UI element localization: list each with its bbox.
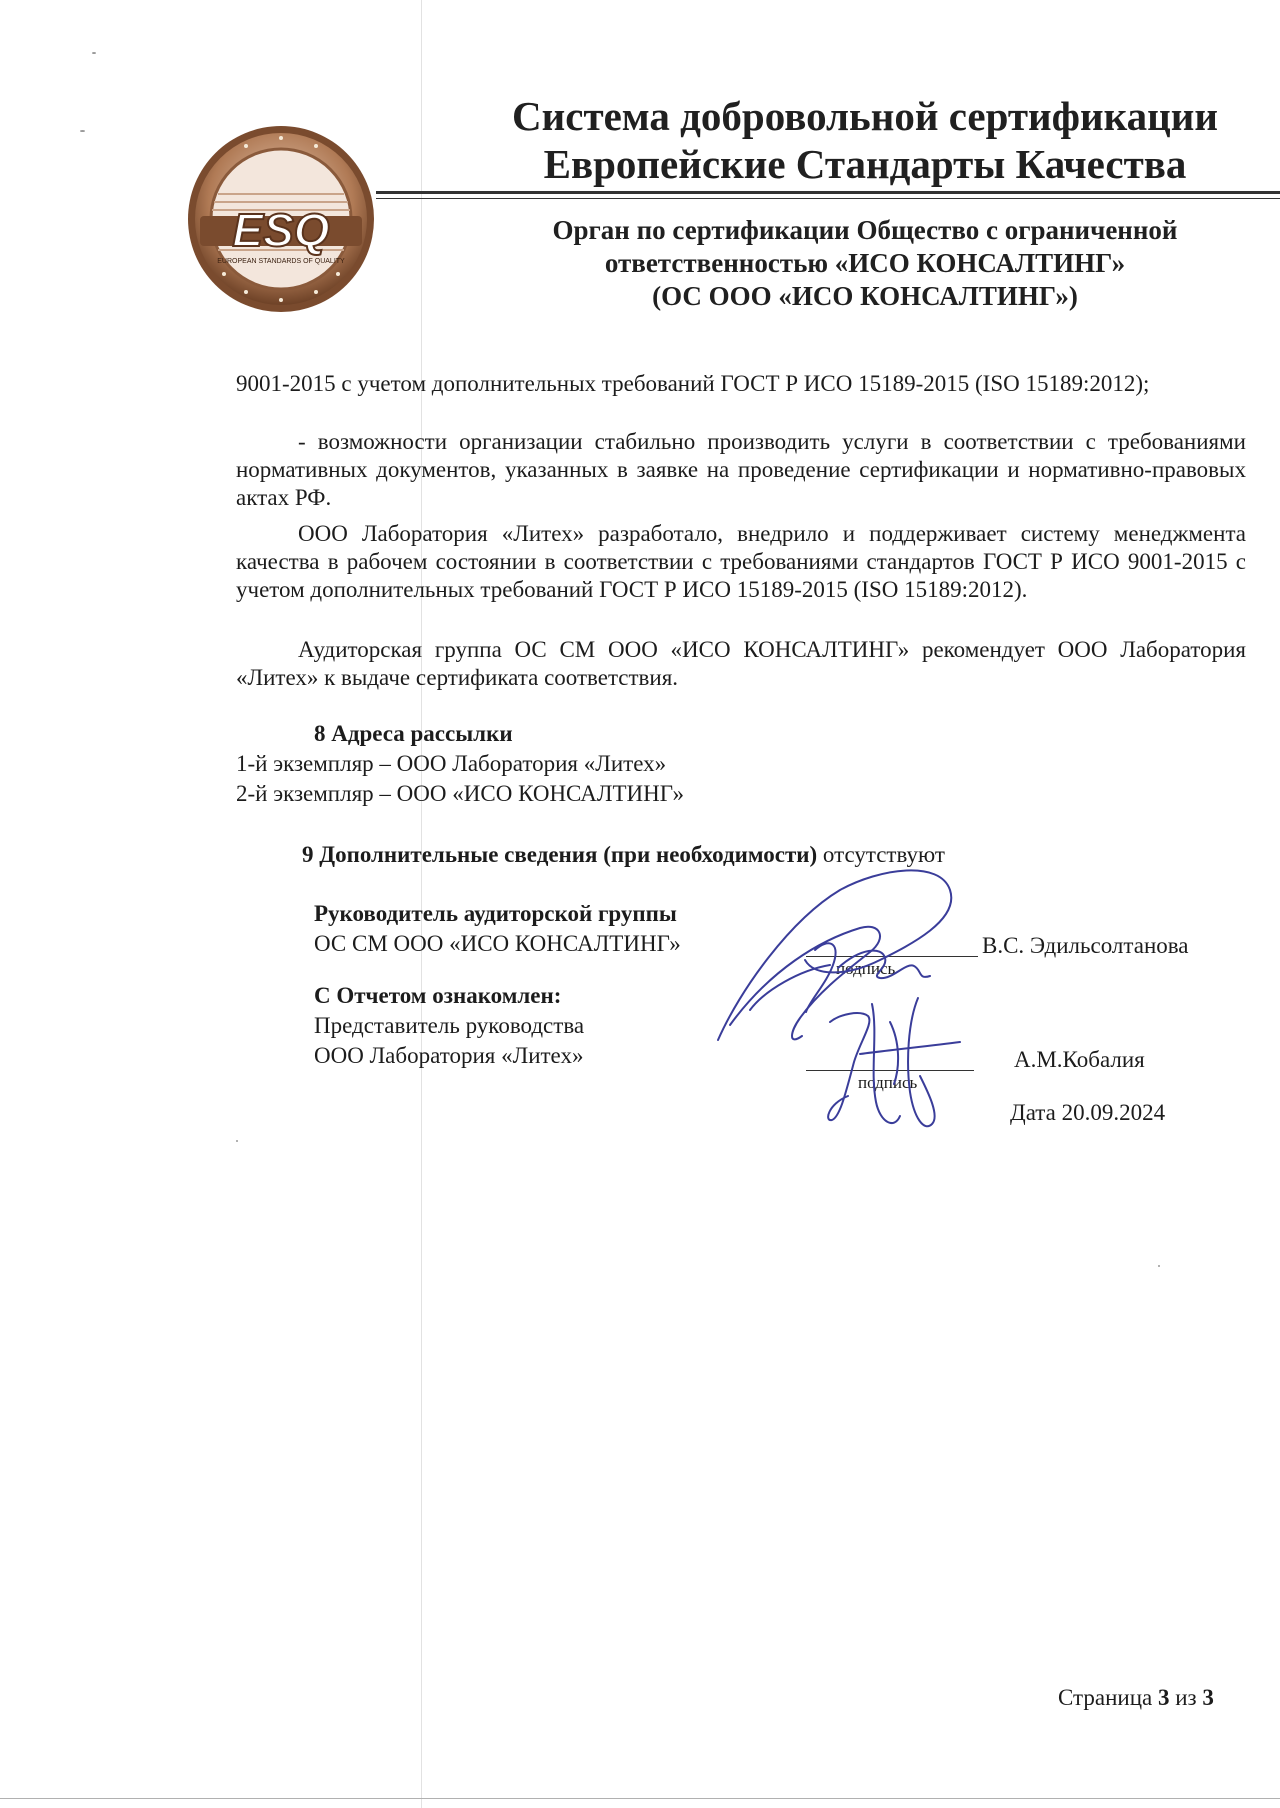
signature-date: Дата 20.09.2024 [1010,1100,1166,1125]
section-8-heading: 8 Адреса рассылки [314,721,513,746]
audit-lead-name: В.С. Эдильсолтанова [982,933,1189,958]
paragraph-capability: - возможности организации стабильно производить услуги в соответствии с требованиями нормативных документов, указанных в заявке на проведение сертификации и нормативно-правовых актах РФ. [236,429,1246,510]
paragraph-recommendation: Аудиторская группа ОС СМ ООО «ИСО КОНСАЛТИНГ» рекомендует ООО Лаборатория «Литех» к выдаче сертификата соответствия. [236,637,1246,690]
title-line-2: Европейские Стандарты Качества [543,141,1187,187]
scan-speck [92,52,96,54]
section-9-heading: 9 Дополнительные сведения (при необходимости) [302,842,818,867]
page-prefix: Страница [1058,1685,1158,1710]
org-line-3: (ОС ООО «ИСО КОНСАЛТИНГ») [652,281,1078,311]
esq-logo [186,124,376,314]
scan-speck [80,130,85,132]
distribution-copy-1: 1-й экземпляр – ООО Лаборатория «Литех» [236,751,667,776]
page-number [1058,1684,1214,1712]
audit-lead-org: ОС СМ ООО «ИСО КОНСАЛТИНГ» [314,931,681,956]
title-line-1: Система добровольной сертификации [512,93,1218,139]
page-separator: из [1169,1685,1203,1710]
acknowledged-title: С Отчетом ознакомлен: [314,983,562,1008]
certification-system-title [470,92,1260,188]
scan-speck [1158,1265,1160,1267]
audit-lead-title: Руководитель аудиторской группы [314,901,677,926]
footer-rule [0,1798,1280,1799]
section-9-value: отсутствуют [817,842,945,867]
paragraph-standards-continuation: 9001-2015 с учетом дополнительных требований ГОСТ Р ИСО 15189-2015 (ISO 15189:2012); [236,371,1150,396]
acknowledged-org: ООО Лаборатория «Литех» [314,1043,584,1068]
page-total: 3 [1202,1685,1214,1710]
header-rule-thin [376,198,1280,199]
acknowledged-signature-label: подпись [858,1073,918,1092]
audit-lead-signature-label: подпись [836,959,896,978]
page-current: 3 [1157,1685,1170,1710]
acknowledged-role: Представитель руководства [314,1013,585,1038]
acknowledged-name: А.М.Кобалия [1014,1047,1145,1072]
org-line-2: ответственностью «ИСО КОНСАЛТИНГ» [604,248,1126,278]
scan-speck [236,1140,238,1142]
org-line-1: Орган по сертификации Общество с ограниченной [552,215,1178,245]
header-rule-thick [376,191,1280,194]
logo-acronym: ESQ [232,204,330,256]
paragraph-qms-implemented: ООО Лаборатория «Литех» разработало, внедрило и поддерживает систему менеджмента качества в рабочем состоянии в соответствии с требованиями стандартов ГОСТ Р ИСО 9001-2015 с учетом дополнительных требований ГОСТ Р ИСО 15189-2015 (ISO 15189:2012). [236,521,1246,602]
acknowledged-handwritten-signature [820,992,970,1142]
certification-body-name [470,214,1260,313]
logo-tagline: EUROPEAN STANDARDS OF QUALITY [217,258,345,265]
distribution-copy-2: 2-й экземпляр – ООО «ИСО КОНСАЛТИНГ» [236,781,684,806]
